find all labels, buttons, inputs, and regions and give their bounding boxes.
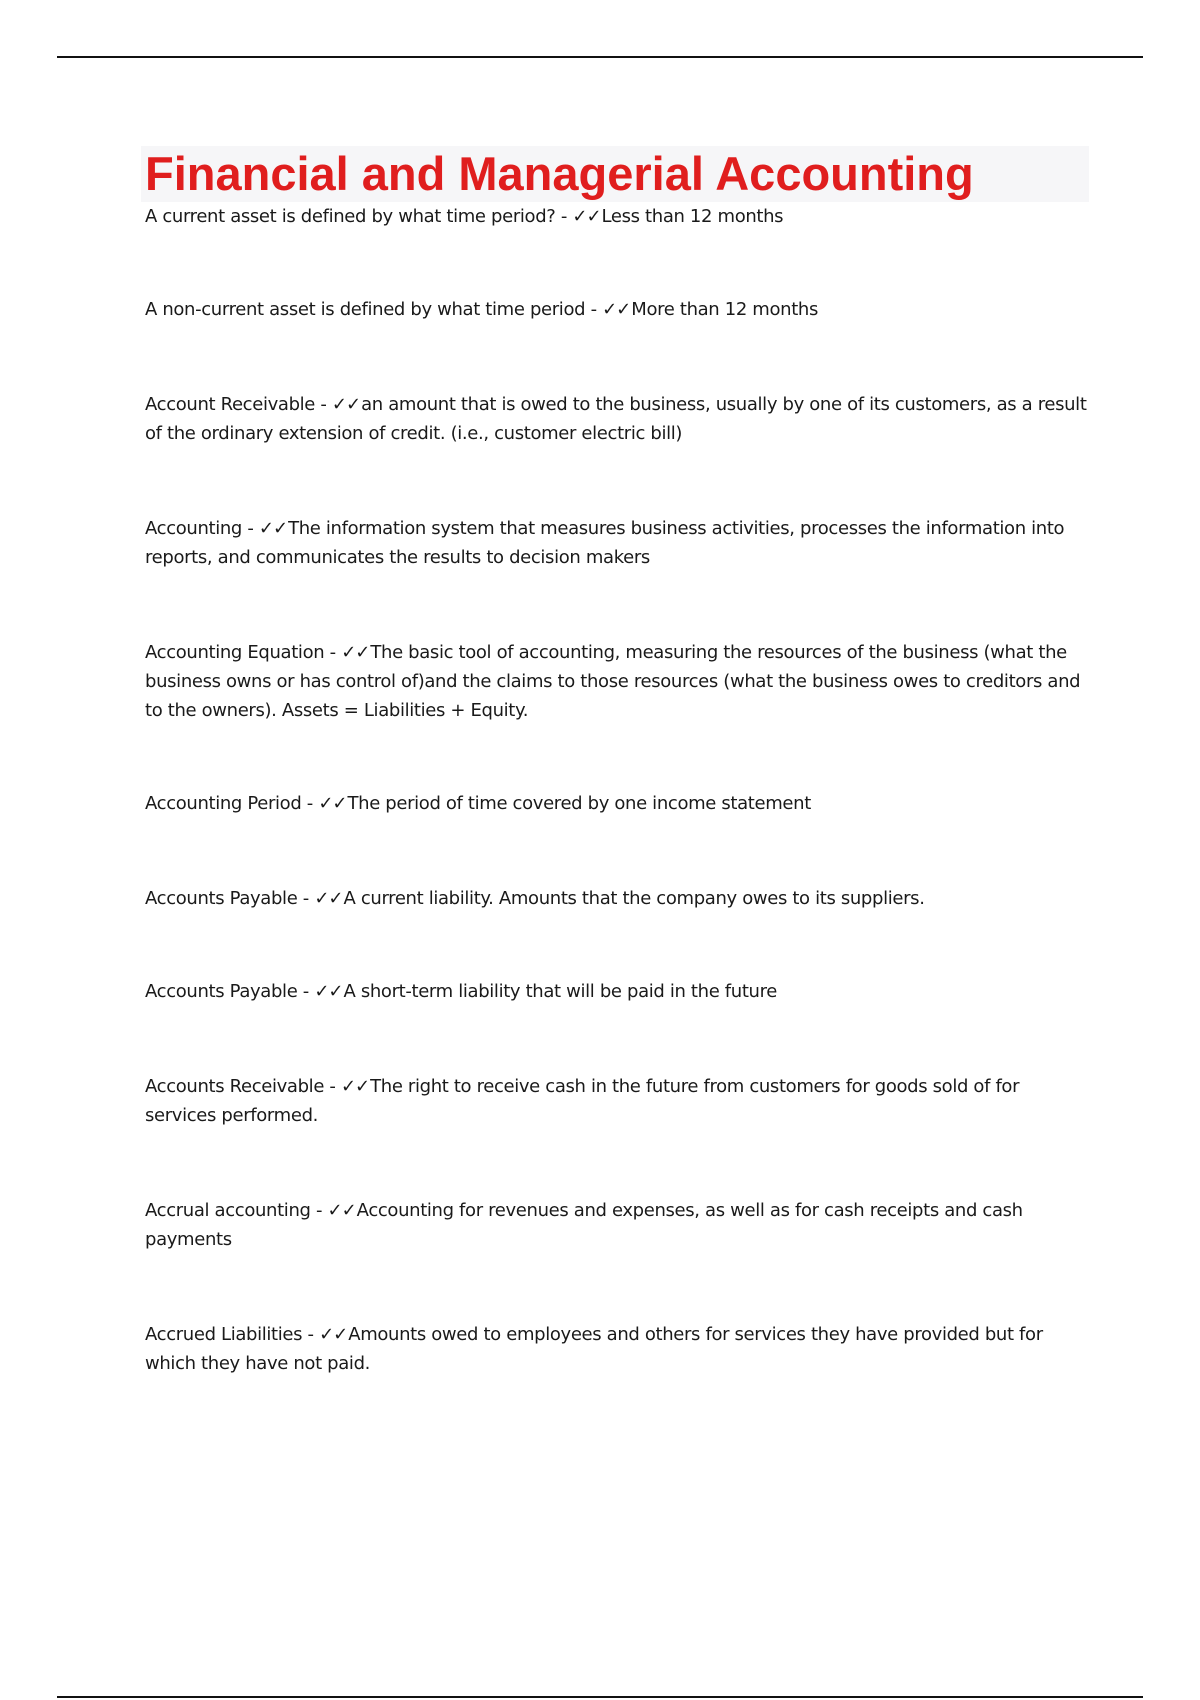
qa-entry: Accounting Period - ✓✓The period of time covered by one income statement bbox=[145, 793, 811, 814]
qa-definition: an amount that is owed to the business, usually by one of its customers, as a result of the ordinary extension of credit. (i.e., customer electric bill) bbox=[145, 394, 1087, 444]
qa-entry: Accounts Receivable - ✓✓The right to receive cash in the future from customers for goods sold of for services performed. bbox=[145, 1076, 1020, 1126]
qa-entry: A non-current asset is defined by what time period - ✓✓More than 12 months bbox=[145, 299, 819, 320]
document-body bbox=[145, 146, 1093, 1378]
title-banner bbox=[141, 146, 1089, 202]
qa-entry: Accounting - ✓✓The information system that measures business activities, processes the information into reports, and communicates the results to decision makers bbox=[145, 518, 1065, 568]
qa-definition: Amounts owed to employees and others for services they have provided but for which they have not paid. bbox=[145, 1324, 1043, 1374]
qa-term: Accounts Payable bbox=[145, 888, 298, 909]
qa-entry: Accounting Equation - ✓✓The basic tool of accounting, measuring the resources of the business (what the business owns or has control of)and the claims to those resources (what the business owes to creditors and to the owners). Assets = Liabilities + Equity. bbox=[145, 642, 1081, 721]
qa-term: A non-current asset is defined by what time period bbox=[145, 299, 586, 320]
document-title: Financial and Managerial Accounting bbox=[145, 147, 974, 200]
qa-definition: The period of time covered by one income statement bbox=[347, 793, 811, 814]
qa-definition: The right to receive cash in the future from customers for goods sold of for services performed. bbox=[145, 1076, 1020, 1126]
check-icon: ✓✓ bbox=[318, 793, 347, 814]
qa-entry: Accounts Payable - ✓✓A short-term liability that will be paid in the future bbox=[145, 981, 777, 1002]
qa-definition: The basic tool of accounting, measuring the resources of the business (what the business owns or has control of)and the claims to those resources (what the business owes to creditors and to the owners). Assets = Liabilities + Equity. bbox=[145, 642, 1081, 721]
qa-term: Accounts Receivable bbox=[145, 1076, 325, 1097]
check-icon: ✓✓ bbox=[331, 394, 361, 415]
qa-definition: A short-term liability that will be paid in the future bbox=[343, 981, 777, 1002]
qa-term: Account Receivable bbox=[145, 394, 316, 415]
check-icon: ✓✓ bbox=[602, 299, 631, 320]
qa-entry: A current asset is defined by what time period? - ✓✓Less than 12 months bbox=[145, 206, 784, 227]
qa-definition: A current liability. Amounts that the company owes to its suppliers. bbox=[343, 888, 925, 909]
qa-term: Accounts Payable bbox=[145, 981, 298, 1002]
qa-definition: The information system that measures business activities, processes the information into reports, and communicates the results to decision makers bbox=[145, 518, 1065, 568]
qa-term: Accounting Period bbox=[145, 793, 302, 814]
qa-list bbox=[145, 202, 1093, 1378]
qa-term: A current asset is defined by what time period? bbox=[145, 206, 556, 227]
header-rule bbox=[57, 56, 1143, 58]
qa-term: Accrual accounting bbox=[145, 1200, 311, 1221]
qa-entry: Accounts Payable - ✓✓A current liability. Amounts that the company owes to its suppliers. bbox=[145, 888, 925, 909]
check-icon: ✓✓ bbox=[340, 1076, 370, 1097]
qa-entry: Accrued Liabilities - ✓✓Amounts owed to employees and others for services they have provided but for which they have not paid. bbox=[145, 1324, 1043, 1374]
footer-rule bbox=[57, 1696, 1143, 1698]
check-icon: ✓✓ bbox=[319, 1324, 348, 1345]
qa-term: Accrued Liabilities bbox=[145, 1324, 303, 1345]
qa-entry: Account Receivable - ✓✓an amount that is owed to the business, usually by one of its customers, as a result of the ordinary extension of credit. (i.e., customer electric bill) bbox=[145, 394, 1087, 444]
check-icon: ✓✓ bbox=[314, 981, 343, 1002]
qa-definition: More than 12 months bbox=[631, 299, 819, 320]
check-icon: ✓✓ bbox=[327, 1200, 356, 1221]
qa-definition: Accounting for revenues and expenses, as well as for cash receipts and cash payments bbox=[145, 1200, 1023, 1250]
check-icon: ✓✓ bbox=[341, 642, 370, 663]
check-icon: ✓✓ bbox=[314, 888, 343, 909]
qa-term: Accounting bbox=[145, 518, 243, 539]
check-icon: ✓✓ bbox=[572, 206, 601, 227]
qa-term: Accounting Equation bbox=[145, 642, 325, 663]
qa-definition: Less than 12 months bbox=[601, 206, 784, 227]
check-icon: ✓✓ bbox=[258, 518, 288, 539]
qa-entry: Accrual accounting - ✓✓Accounting for revenues and expenses, as well as for cash receipts and cash payments bbox=[145, 1200, 1023, 1250]
